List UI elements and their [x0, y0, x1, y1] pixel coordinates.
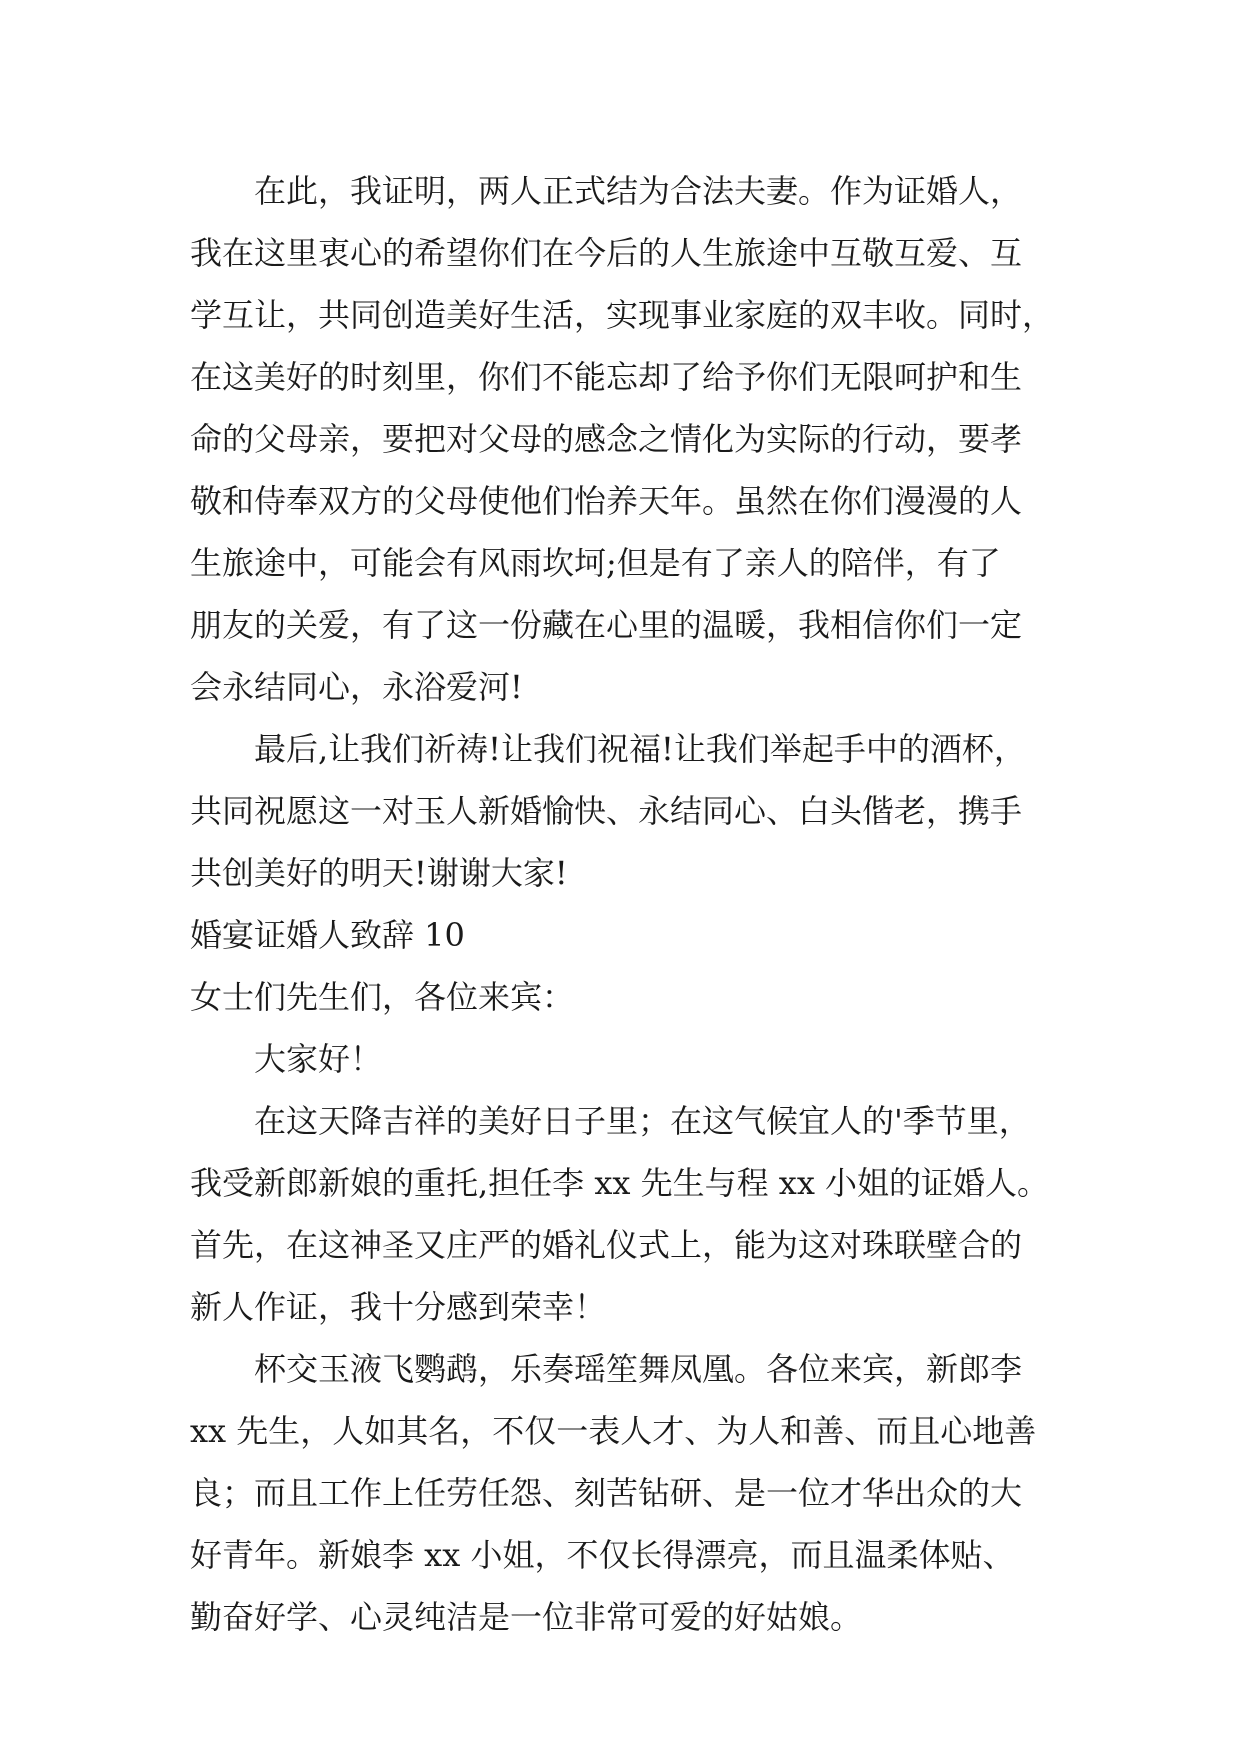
paragraph-introduction: 在这天降吉祥的美好日子里；在这气候宜人的'季节里， 我受新郎新娘的重托,担任李 xx 先生与程 xx 小姐的证婚人。 首先，在这神圣又庄严的婚礼仪式上，能为这对珠联壁合的 新人作证，我十分感到荣幸！: [190, 1102, 1050, 1326]
paragraph-toast: 最后,让我们祈祷!让我们祝福!让我们举起手中的酒杯， 共同祝愿这一对玉人新婚愉快、永结同心、白头偕老，携手 共创美好的明天!谢谢大家!: [190, 730, 1026, 892]
greeting: 大家好！: [254, 1040, 383, 1078]
section-heading: 婚宴证婚人致辞 10: [190, 916, 465, 954]
document-body: [190, 160, 1090, 1648]
paragraph-officiant-declaration: 在此，我证明，两人正式结为合法夫妻。作为证婚人， 我在这里衷心的希望你们在今后的人生旅途中互敬互爱、互 学互让，共同创造美好生活，实现事业家庭的双丰收。同时， 在这美好的时刻里，你们不能忘却了给予你们无限呵护和生 命的父母亲，要把对父母的感念之情化为实际的行动，要孝 敬和侍奉双方的父母使他们怡养天年。虽然在你们漫漫的人 生旅途中，可能会有风雨坎坷;但是有了亲人的陪伴，有了 朋友的关爱，有了这一份藏在心里的温暖，我相信你们一定 会永结同心，永浴爱河!: [190, 172, 1055, 706]
paragraph-couple-praise: 杯交玉液飞鹦鹉，乐奏瑶笙舞凤凰。各位来宾，新郎李 xx 先生，人如其名，不仅一表人才、为人和善、而且心地善 良；而且工作上任劳任怨、刻苦钻研、是一位才华出众的大 好青年。新娘李 xx 小姐，不仅长得漂亮，而且温柔体贴、 勤奋好学、心灵纯洁是一位非常可爱的好姑娘。: [190, 1350, 1037, 1636]
salutation: 女士们先生们，各位来宾：: [190, 978, 575, 1016]
